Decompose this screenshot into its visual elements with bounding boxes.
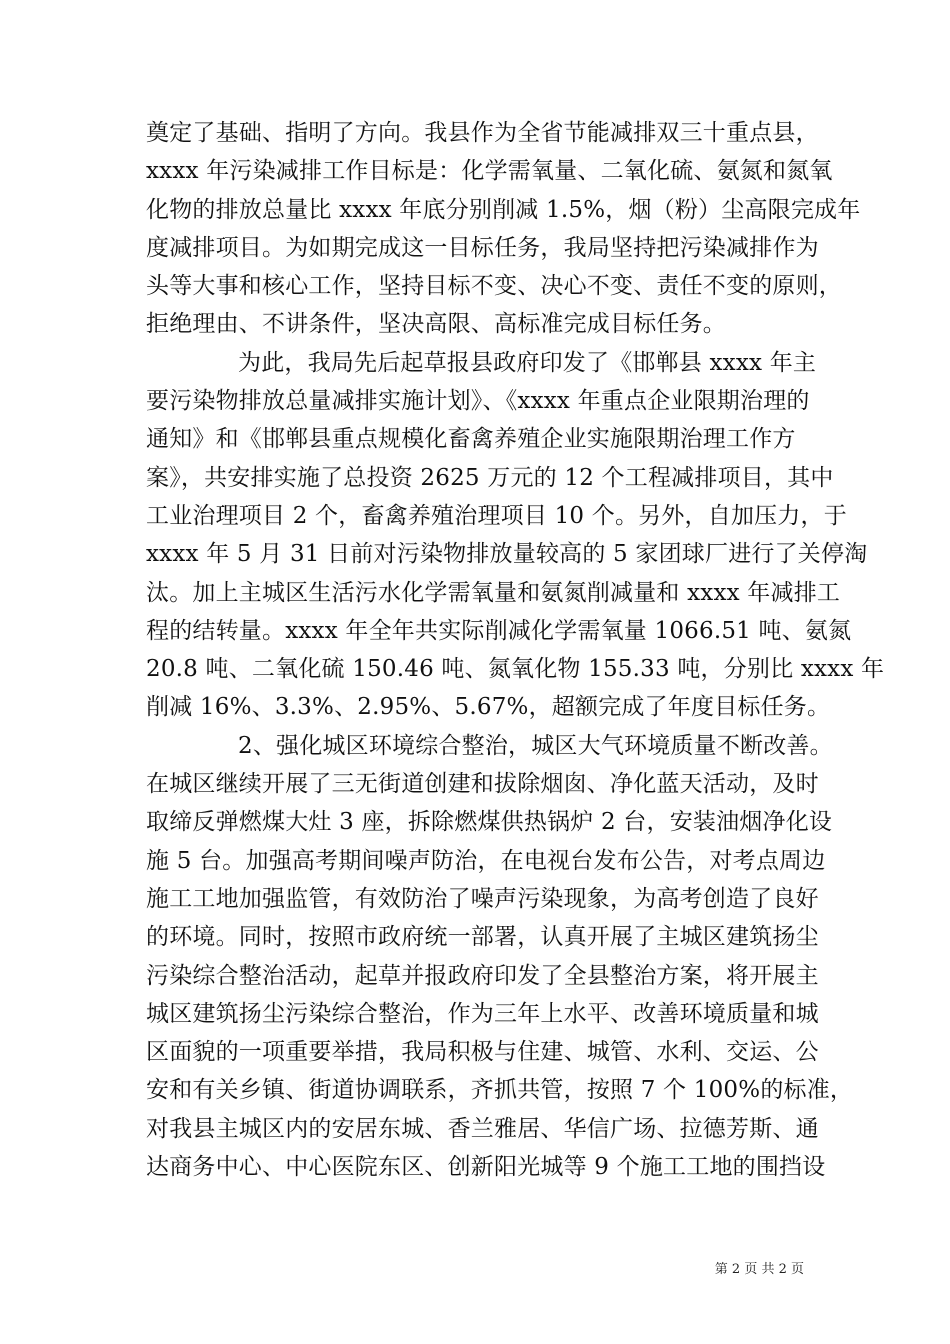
text-line: 的环境。同时，按照市政府统一部署，认真开展了主城区建筑扬尘 <box>146 924 819 951</box>
text-line: 工业治理项目 2 个，畜禽养殖治理项目 10 个。另外，自加压力，于 <box>146 502 847 529</box>
text-line: 城区建筑扬尘污染综合整治，作为三年上水平、改善环境质量和城 <box>146 1000 819 1027</box>
body-text <box>146 114 885 1186</box>
text-line: 化物的排放总量比 xxxx 年底分别削减 1.5%，烟（粉）尘高限完成年 <box>146 196 861 223</box>
paragraph-start-line: 为此，我局先后起草报县政府印发了《邯郸县 xxxx 年主 <box>238 349 817 376</box>
text-line: xxxx 年 5 月 31 日前对污染物排放量较高的 5 家团球厂进行了关停淘 <box>146 541 868 568</box>
text-line: 度减排项目。为如期完成这一目标任务，我局坚持把污染减排作为 <box>146 234 819 261</box>
text-line: 在城区继续开展了三无街道创建和拔除烟囱、净化蓝天活动，及时 <box>146 771 819 798</box>
text-line: 程的结转量。xxxx 年全年共实际削减化学需氧量 1066.51 吨、氨氮 <box>146 617 852 644</box>
text-line: 达商务中心、中心医院东区、创新阳光城等 9 个施工工地的围挡设 <box>146 1154 826 1181</box>
text-line: 要污染物排放总量减排实施计划》、《xxxx 年重点企业限期治理的 <box>146 388 810 415</box>
text-line: 取缔反弹燃煤大灶 3 座，拆除燃煤供热锅炉 2 台，安装油烟净化设 <box>146 809 833 836</box>
text-line: xxxx 年污染减排工作目标是：化学需氧量、二氧化硫、氨氮和氮氧 <box>146 158 833 185</box>
text-line: 削减 16%、3.3%、2.95%、5.67%，超额完成了年度目标任务。 <box>146 694 831 721</box>
text-line: 案》，共安排实施了总投资 2625 万元的 12 个工程减排项目，其中 <box>146 464 834 491</box>
text-line: 安和有关乡镇、街道协调联系，齐抓共管，按照 7 个 100%的标准， <box>146 1077 854 1104</box>
text-line: 施 5 台。加强高考期间噪声防治，在电视台发布公告，对考点周边 <box>146 847 826 874</box>
text-line: 拒绝理由、不讲条件，坚决高限、高标准完成目标任务。 <box>146 311 726 338</box>
text-line: 对我县主城区内的安居东城、香兰雅居、华信广场、拉德芳斯、通 <box>146 1115 819 1142</box>
text-line: 施工工地加强监管，有效防治了噪声污染现象，为高考创造了良好 <box>146 885 819 912</box>
page-number-footer: 第 2 页 共 2 页 <box>714 1262 804 1277</box>
text-line: 区面貌的一项重要举措，我局积极与住建、城管、水利、交运、公 <box>146 1039 819 1066</box>
text-line: 汰。加上主城区生活污水化学需氧量和氨氮削减量和 xxxx 年减排工 <box>146 579 841 606</box>
text-line: 通知》和《邯郸县重点规模化畜禽养殖企业实施限期治理工作方 <box>146 426 796 453</box>
text-line: 20.8 吨、二氧化硫 150.46 吨、氮氧化物 155.33 吨，分别比 xxxx 年 <box>146 656 885 683</box>
section-heading-line: 2、强化城区环境综合整治，城区大气环境质量不断改善。 <box>238 732 833 759</box>
text-line: 奠定了基础、指明了方向。我县作为全省节能减排双三十重点县， <box>146 120 819 146</box>
text-line: 头等大事和核心工作，坚持目标不变、决心不变、责任不变的原则， <box>146 273 842 300</box>
text-line: 污染综合整治活动，起草并报政府印发了全县整治方案，将开展主 <box>146 962 819 989</box>
